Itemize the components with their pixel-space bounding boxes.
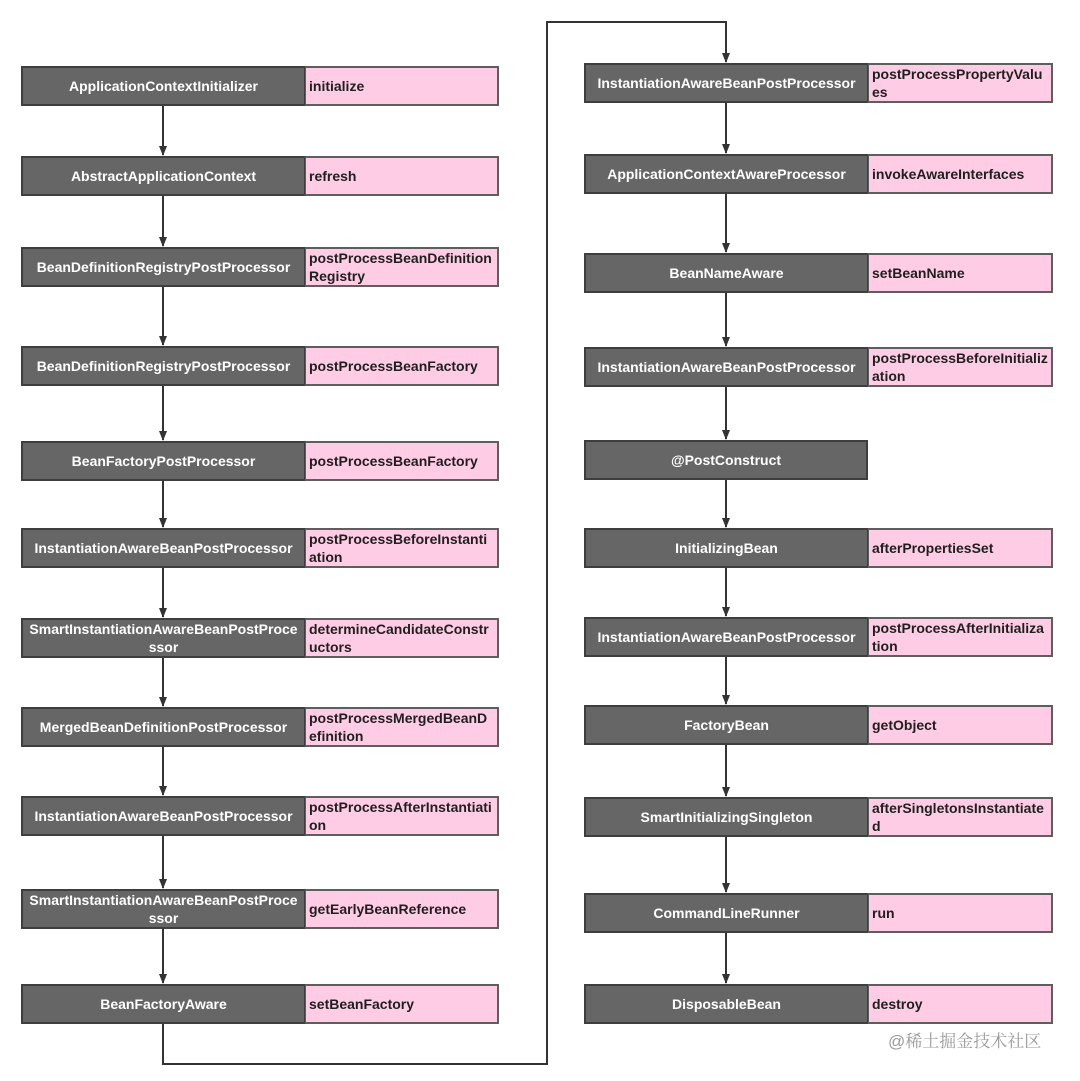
method-label-post-process-bean-definition-registry: postProcessBeanDefinitionRegistry xyxy=(305,247,499,287)
class-label-initializing-bean: InitializingBean xyxy=(584,528,868,568)
class-label-bean-factory-aware: BeanFactoryAware xyxy=(21,984,305,1024)
class-label-bean-name-aware: BeanNameAware xyxy=(584,253,868,293)
method-label-set-bean-factory: setBeanFactory xyxy=(305,984,499,1024)
right_column-step-9 xyxy=(584,797,1053,837)
left_column-step-5 xyxy=(21,441,499,481)
right_column-step-4 xyxy=(584,347,1053,387)
right_column-step-6 xyxy=(584,528,1053,568)
method-label-run: run xyxy=(868,893,1053,933)
left_column-step-8 xyxy=(21,707,499,747)
right_column-step-3 xyxy=(584,253,1053,293)
class-label-merged-bean-definition-post-processor: MergedBeanDefinitionPostProcessor xyxy=(21,707,305,747)
left_column-step-11 xyxy=(21,984,499,1024)
left_column-step-2 xyxy=(21,156,499,196)
class-label-application-context-aware-processor: ApplicationContextAwareProcessor xyxy=(584,154,868,194)
right_column-step-11 xyxy=(584,984,1053,1024)
left_column-step-9 xyxy=(21,796,499,836)
method-label-post-process-before-instantiation: postProcessBeforeInstantiation xyxy=(305,528,499,568)
class-label-command-line-runner: CommandLineRunner xyxy=(584,893,868,933)
method-label-post-process-bean-factory: postProcessBeanFactory xyxy=(305,346,499,386)
class-label-instantiation-aware-bean-post-processor: InstantiationAwareBeanPostProcessor xyxy=(21,796,305,836)
watermark-text: @稀土掘金技术社区 xyxy=(888,1032,1042,1051)
left_column-step-6 xyxy=(21,528,499,568)
class-label-post-construct: @PostConstruct xyxy=(584,440,868,480)
method-label-post-process-merged-bean-definition: postProcessMergedBeanDefinition xyxy=(305,707,499,747)
right_column-step-10 xyxy=(584,893,1053,933)
class-label-smart-instantiation-aware-bean-post-processor: SmartInstantiationAwareBeanPostProcessor xyxy=(21,618,305,658)
right_column-step-2 xyxy=(584,154,1053,194)
method-label-after-singletons-instantiated: afterSingletonsInstantiated xyxy=(868,797,1053,837)
class-label-disposable-bean: DisposableBean xyxy=(584,984,868,1024)
class-label-bean-definition-registry-post-processor: BeanDefinitionRegistryPostProcessor xyxy=(21,346,305,386)
class-label-instantiation-aware-bean-post-processor: InstantiationAwareBeanPostProcessor xyxy=(584,63,868,103)
class-label-instantiation-aware-bean-post-processor: InstantiationAwareBeanPostProcessor xyxy=(584,617,868,657)
class-label-application-context-initializer: ApplicationContextInitializer xyxy=(21,66,305,106)
method-label-get-object: getObject xyxy=(868,705,1053,745)
method-label-destroy: destroy xyxy=(868,984,1053,1024)
method-label-post-process-after-initialization: postProcessAfterInitialization xyxy=(868,617,1053,657)
method-label-post-process-before-initialization: postProcessBeforeInitialization xyxy=(868,347,1053,387)
class-label-abstract-application-context: AbstractApplicationContext xyxy=(21,156,305,196)
method-label-post-process-property-values: postProcessPropertyValues xyxy=(868,63,1053,103)
right_column-step-7 xyxy=(584,617,1053,657)
left_column-step-7 xyxy=(21,618,499,658)
class-label-factory-bean: FactoryBean xyxy=(584,705,868,745)
method-label-set-bean-name: setBeanName xyxy=(868,253,1053,293)
class-label-bean-definition-registry-post-processor: BeanDefinitionRegistryPostProcessor xyxy=(21,247,305,287)
left_column-step-1 xyxy=(21,66,499,106)
right_column-step-8 xyxy=(584,705,1053,745)
method-label-initialize: initialize xyxy=(305,66,499,106)
method-label-after-properties-set: afterPropertiesSet xyxy=(868,528,1053,568)
class-label-instantiation-aware-bean-post-processor: InstantiationAwareBeanPostProcessor xyxy=(584,347,868,387)
right_column-step-5 xyxy=(584,440,868,480)
class-label-smart-instantiation-aware-bean-post-processor: SmartInstantiationAwareBeanPostProcessor xyxy=(21,889,305,929)
left_column-step-10 xyxy=(21,889,499,929)
right_column-step-1 xyxy=(584,63,1053,103)
class-label-instantiation-aware-bean-post-processor: InstantiationAwareBeanPostProcessor xyxy=(21,528,305,568)
method-label-invoke-aware-interfaces: invokeAwareInterfaces xyxy=(868,154,1053,194)
left_column-step-4 xyxy=(21,346,499,386)
left_column-step-3 xyxy=(21,247,499,287)
class-label-bean-factory-post-processor: BeanFactoryPostProcessor xyxy=(21,441,305,481)
method-label-get-early-bean-reference: getEarlyBeanReference xyxy=(305,889,499,929)
method-label-post-process-after-instantiation: postProcessAfterInstantiation xyxy=(305,796,499,836)
method-label-refresh: refresh xyxy=(305,156,499,196)
method-label-post-process-bean-factory: postProcessBeanFactory xyxy=(305,441,499,481)
class-label-smart-initializing-singleton: SmartInitializingSingleton xyxy=(584,797,868,837)
method-label-determine-candidate-constructors: determineCandidateConstructors xyxy=(305,618,499,658)
